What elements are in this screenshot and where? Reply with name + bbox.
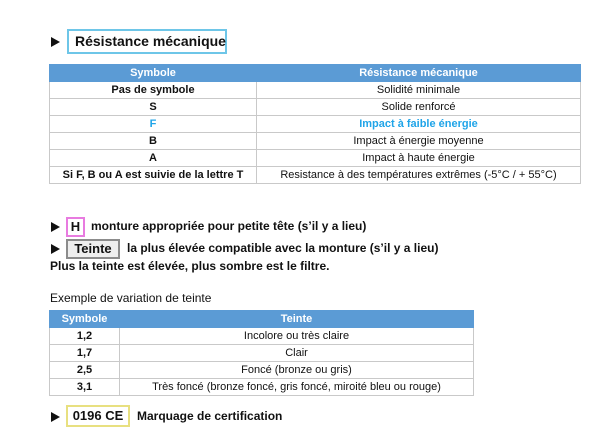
teinte-badge: Teinte (66, 239, 120, 259)
cert-description: Marquage de certification (137, 409, 283, 423)
h-description: monture appropriée pour petite tête (s’il y a lieu) (91, 219, 367, 233)
h-badge: H (66, 217, 85, 237)
teinte-description: la plus élevée compatible avec la monture (s’il y a lieu) (127, 241, 439, 255)
value-cell: Très foncé (bronze foncé, gris foncé, miroité bleu ou rouge) (120, 379, 474, 396)
bullet-arrow-icon (51, 37, 60, 47)
symbol-cell: 2,5 (50, 362, 120, 379)
table-row (50, 99, 581, 116)
resistance-badge: Résistance mécanique (67, 29, 227, 54)
symbol-cell: 1,2 (50, 328, 120, 345)
column-header-teinte: Teinte (120, 311, 474, 328)
table-row (50, 133, 581, 150)
table-row (50, 167, 581, 184)
table-row (50, 116, 581, 133)
value-cell: Impact à haute énergie (257, 150, 581, 167)
tint-table (49, 310, 474, 396)
table-row (50, 379, 474, 396)
value-cell: Solidité minimale (257, 82, 581, 99)
value-cell: Foncé (bronze ou gris) (120, 362, 474, 379)
tint-table-header (50, 311, 474, 328)
symbol-cell: S (50, 99, 257, 116)
value-cell: Incolore ou très claire (120, 328, 474, 345)
symbol-cell: A (50, 150, 257, 167)
table-row (50, 328, 474, 345)
symbol-cell: F (50, 116, 257, 133)
column-header-resistance: Résistance mécanique (257, 65, 581, 82)
resistance-table-header (50, 65, 581, 82)
column-header-symbole: Symbole (50, 65, 257, 82)
symbol-cell: Si F, B ou A est suivie de la lettre T (50, 167, 257, 184)
value-cell: Resistance à des températures extrêmes (-5°C / + 55°C) (257, 167, 581, 184)
symbol-cell: 3,1 (50, 379, 120, 396)
bullet-arrow-icon (51, 412, 60, 422)
value-cell: Impact à énergie moyenne (257, 133, 581, 150)
resistance-table (49, 64, 581, 184)
table-row (50, 362, 474, 379)
cert-badge: 0196 CE (66, 405, 130, 427)
table-row (50, 150, 581, 167)
table-row (50, 345, 474, 362)
symbol-cell: 1,7 (50, 345, 120, 362)
value-cell: Clair (120, 345, 474, 362)
column-header-symbole: Symbole (50, 311, 120, 328)
value-cell: Solide renforcé (257, 99, 581, 116)
table-row (50, 82, 581, 99)
bullet-arrow-icon (51, 244, 60, 254)
tint-table-caption: Exemple de variation de teinte (50, 291, 212, 305)
teinte-note: Plus la teinte est élevée, plus sombre est le filtre. (50, 259, 330, 273)
symbol-cell: Pas de symbole (50, 82, 257, 99)
symbol-cell: B (50, 133, 257, 150)
bullet-arrow-icon (51, 222, 60, 232)
value-cell: Impact à faible énergie (257, 116, 581, 133)
